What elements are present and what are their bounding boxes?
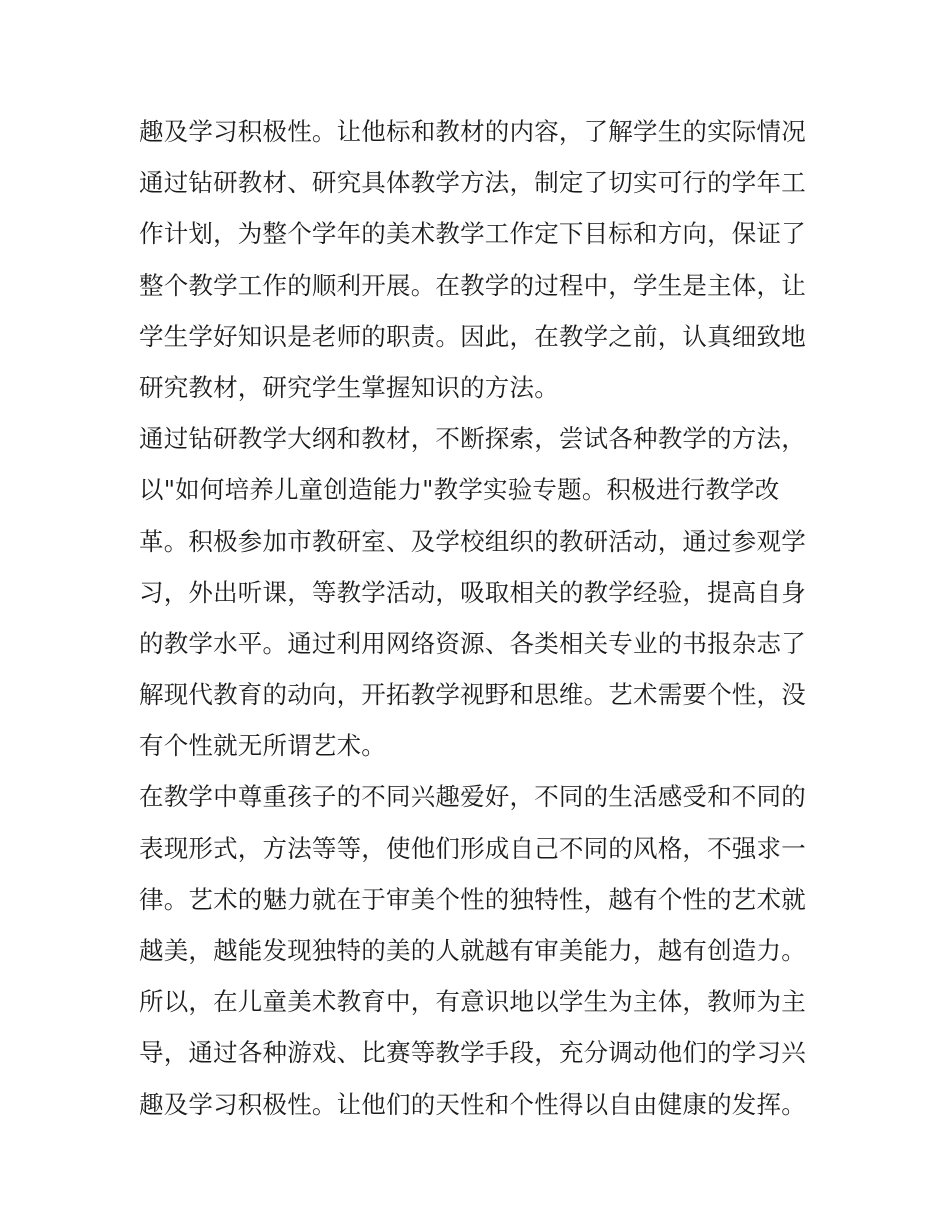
text-line: 的教学水平。通过利用网络资源、各类相关专业的书报杂志了 (139, 628, 806, 658)
text-line: 趣及学习积极性。让他标和教材的内容，了解学生的实际情况 (139, 117, 806, 146)
text-line: 趣及学习积极性。让他们的天性和个性得以自由健康的发挥。 (139, 1089, 806, 1119)
text-line: 以"如何培养儿童创造能力"教学实验专题。积极进行教学改 (139, 475, 780, 505)
text-line: 通过钻研教材、研究具体教学方法，制定了切实可行的学年工 (139, 168, 806, 198)
text-line: 习，外出听课，等教学活动，吸取相关的教学经验，提高自身 (139, 577, 806, 607)
body-text (139, 106, 819, 1130)
text-line: 解现代教育的动向，开拓教学视野和思维。艺术需要个性，没 (139, 680, 806, 710)
text-line: 学生学好知识是老师的职责。因此，在教学之前，认真细致地 (139, 321, 806, 351)
text-line: 作计划，为整个学年的美术教学工作定下目标和方向，保证了 (139, 219, 806, 249)
text-line: 革。积极参加市教研室、及学校组织的教研活动，通过参观学 (139, 526, 806, 556)
text-line: 导，通过各种游戏、比赛等教学手段，充分调动他们的学习兴 (139, 1038, 806, 1068)
text-line: 有个性就无所谓艺术。 (139, 731, 386, 761)
text-line: 律。艺术的魅力就在于审美个性的独特性，越有个性的艺术就 (139, 884, 806, 914)
text-line: 在教学中尊重孩子的不同兴趣爱好，不同的生活感受和不同的 (139, 782, 806, 812)
text-line: 整个教学工作的顺利开展。在教学的过程中，学生是主体，让 (139, 270, 806, 300)
text-line: 越美，越能发现独特的美的人就越有审美能力，越有创造力。 (139, 936, 806, 965)
text-line: 通过钻研教学大纲和教材，不断探索，尝试各种教学的方法， (139, 424, 806, 454)
text-line: 所以，在儿童美术教育中，有意识地以学生为主体，教师为主 (139, 987, 806, 1017)
text-line: 研究教材，研究学生掌握知识的方法。 (139, 372, 559, 402)
text-line: 表现形式，方法等等，使他们形成自己不同的风格，不强求一 (139, 833, 806, 863)
